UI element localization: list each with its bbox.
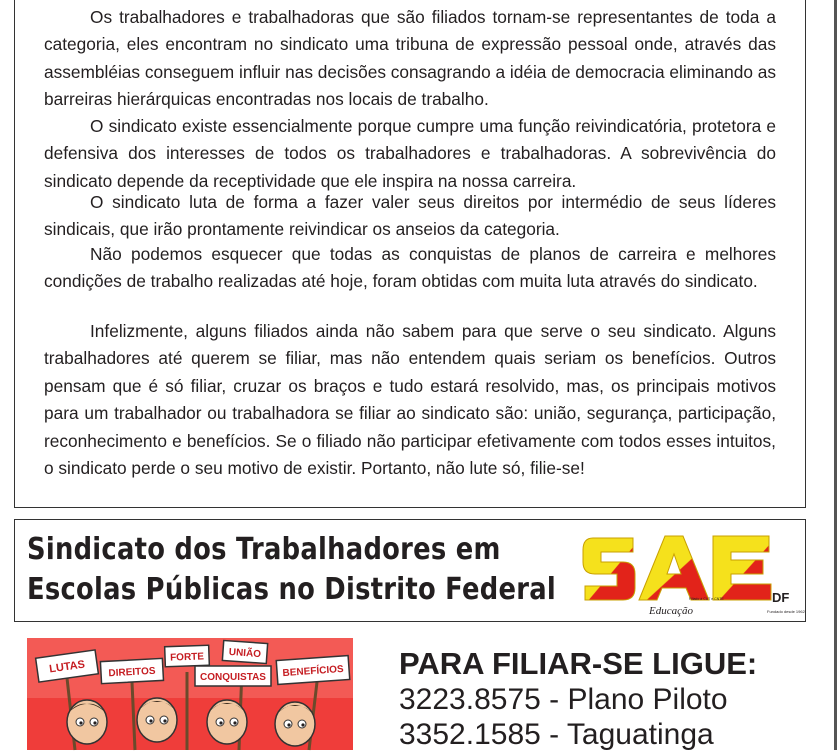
sign-lutas: LUTAS [48, 658, 86, 676]
union-name [27, 530, 557, 610]
protest-illustration [27, 638, 353, 750]
sign-direitos: DIREITOS [108, 665, 156, 680]
protester-face-1 [67, 700, 107, 744]
union-name-line-1: Sindicato dos Trabalhadores em [27, 532, 501, 567]
sign-beneficios: BENEFÍCIOS [282, 663, 344, 680]
union-name-line-2: Escolas Públicas no Distrito Federal [27, 572, 557, 607]
phone-plano-piloto: 3223.8575 - Plano Piloto [399, 683, 728, 716]
logo-suffix: DF [772, 590, 790, 605]
union-banner [14, 519, 806, 622]
protester-face-2 [137, 698, 177, 742]
logo-letter-a [639, 536, 709, 600]
article-paragraph-1: Os trabalhadores e trabalhadoras que são filiados tornam-se representantes de toda a categoria, eles encontram no sindicato uma tribuna de expressão pessoal onde, através das assembléias conseguem influir nas decisões consagrando a idéia de democracia eliminando as barreiras hierárquicas encontradas nos locais de trabalho. [44, 7, 776, 110]
sign-conquistas: CONQUISTAS [200, 672, 266, 683]
article-paragraph-4: Não podemos esquecer que todas as conquistas de planos de carreira e melhores condições de trabalho realizadas até hoje, foram obtidas com muita luta através do sindicato. [44, 244, 776, 292]
article-paragraph-2: O sindicato existe essencialmente porque cumpre uma função reivindicatória, protetora e defensiva dos interesses de todos os trabalhadores e trabalhadoras. A sobrevivência do sindicato depende da receptividade que ele inspira na nossa carreira. [44, 116, 776, 191]
article-paragraph-5: Infelizmente, alguns filiados ainda não sabem para que serve o seu sindicato. Alguns trabalhadores até querem se filiar, mas não entendem quais seriam os benefícios. Outros pensam que é só filiar, cruzar os braços e tudo estará resolvido, mas, os principais motivos para um trabalhador ou trabalhadora se filiar ao sindicato são: união, segurança, participação, reconhecimento e benefícios. Se o filiado não participar efetivamente com todos esses intuitos, o sindicato perde o seu motivo de existir. Portanto, não lute só, filie-se! [44, 321, 776, 479]
sae-logo [579, 526, 805, 618]
protester-face-3 [207, 700, 247, 744]
sign-uniao: UNIÃO [228, 646, 262, 661]
sign-forte: FORTE [169, 651, 205, 664]
article-paragraph-3: O sindicato luta de forma a fazer valer seus direitos por intermédio de seus líderes sindicais, que irão prontamente reivindicar os anseios da categoria. [44, 192, 776, 240]
contact-block [399, 646, 757, 752]
logo-small-text-2: Fundado desde 1962 [767, 609, 805, 614]
protester-face-4 [275, 702, 315, 746]
logo-letter-e [713, 536, 771, 600]
logo-tagline: Educação [649, 605, 693, 617]
phone-taguatinga: 3352.1585 - Taguatinga [399, 718, 714, 751]
logo-letter-s [583, 538, 635, 600]
logo-small-text-1: Filiado à CUT e CNTE [689, 597, 724, 601]
contact-title: PARA FILIAR-SE LIGUE: [399, 646, 758, 681]
